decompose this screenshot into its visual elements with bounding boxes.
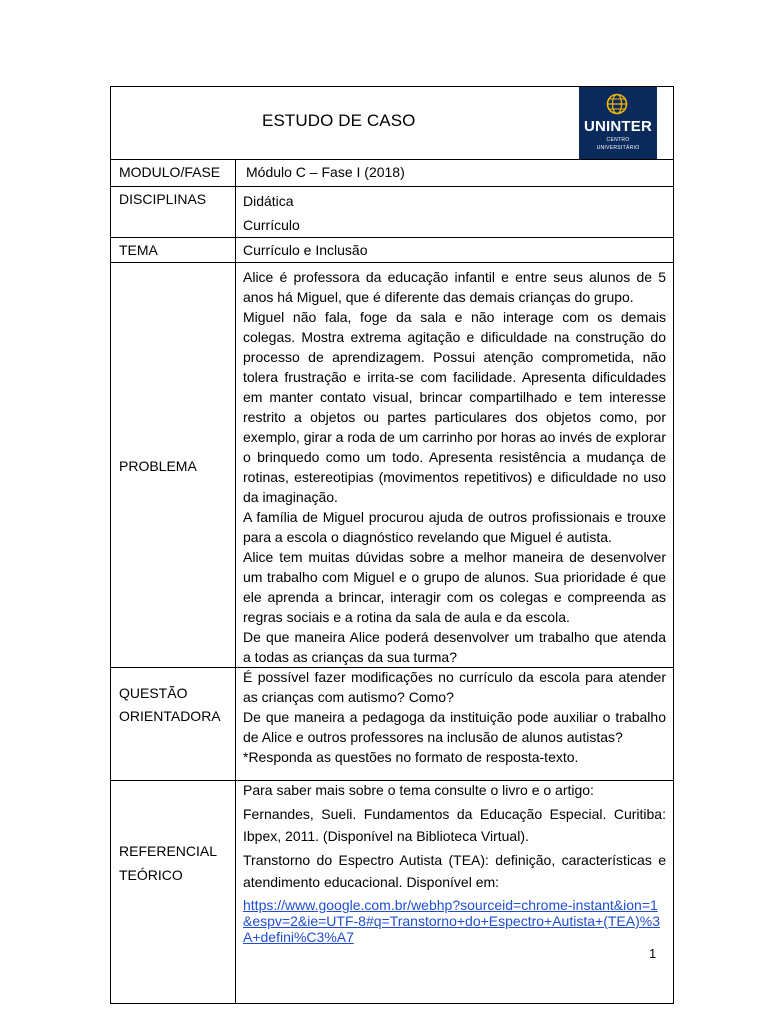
tema-value: Currículo e Inclusão: [236, 238, 674, 263]
referencial-label-line: REFERENCIAL: [119, 843, 218, 859]
referencial-text: [236, 781, 674, 1004]
problema-paragraph: Alice é professora da educação infantil e entre seus alunos de 5 anos há Miguel, que é diferente das demais crianças do grupo.: [243, 269, 666, 305]
disciplina-item: Currículo: [243, 217, 300, 233]
problema-label: PROBLEMA: [111, 263, 236, 668]
modulo-value: Módulo C – Fase I (2018): [236, 160, 674, 187]
referencial-label-line: TEÓRICO: [119, 867, 183, 883]
modulo-label: MODULO/FASE: [111, 160, 236, 187]
globe-icon: [606, 93, 628, 115]
logo-subtitle-1: CENTRO: [606, 137, 630, 143]
questao-paragraph: De que maneira a pedagoga da instituição pode auxiliar o trabalho de Alice e outros professores na inclusão de alunos autistas?: [243, 709, 666, 745]
referencial-paragraph: Transtorno do Espectro Autista (TEA): definição, características e atendimento educacional. Disponível em:: [243, 852, 666, 890]
logo-subtitle-2: UNIVERSITÁRIO: [596, 145, 640, 151]
logo-name: UNINTER: [583, 118, 653, 135]
disciplina-item: Didática: [243, 193, 294, 209]
questao-label-line: QUESTÃO: [119, 685, 188, 701]
referencial-paragraph: Fernandes, Sueli. Fundamentos da Educação Especial. Curitiba: Ibpex, 2011. (Disponível na Biblioteca Virtual).: [243, 806, 666, 844]
referencial-label: [111, 781, 236, 1004]
questao-text: [236, 668, 674, 781]
questao-paragraph: *Responda as questões no formato de resposta-texto.: [243, 749, 579, 765]
case-study-table: [110, 86, 674, 1004]
referencial-link[interactable]: https://www.google.com.br/webhp?sourceid=chrome-instant&ion=1&espv=2&ie=UTF-8#q=Transtorno+do+Espectro+Autista+(TEA)%3A+defini%C3%A7: [243, 897, 660, 945]
problema-paragraph: Miguel não fala, foge da sala e não interage com os demais colegas. Mostra extrema agitação e dificuldade na construção do processo de aprendizagem. Possui atenção comprometida, não tolera frustração e irrita-se com facilidade. Apresenta dificuldades em manter contato visual, brincar compartilhado e tem interesse restrito a objetos ou partes particulares dos objetos como, por exemplo, girar a roda de um carrinho por horas ao invés de explorar o brinquedo como um todo. Apresenta resistência a mudança de rotinas, estereotipias (movimentos repetitivos) e dificuldade no uso da imaginação.: [243, 309, 666, 505]
problema-paragraph: Alice tem muitas dúvidas sobre a melhor maneira de desenvolver um trabalho com Miguel e o grupo de alunos. Sua prioridade é que ele aprenda a brincar, interagir com os colegas e compreenda as regras sociais e a rotina da sala de aula e da escola.: [243, 549, 666, 625]
page-title: ESTUDO DE CASO: [262, 111, 416, 130]
uninter-logo: [579, 87, 657, 159]
problema-paragraph: De que maneira Alice poderá desenvolver um trabalho que atenda a todas as crianças da sua turma?: [243, 629, 666, 665]
disciplinas-label: DISCIPLINAS: [111, 187, 236, 238]
tema-label: TEMA: [111, 238, 236, 263]
questao-label-line: ORIENTADORA: [119, 708, 221, 724]
problema-text: [236, 263, 674, 668]
page-number: 1: [649, 946, 657, 961]
problema-paragraph: A família de Miguel procurou ajuda de outros profissionais e trouxe para a escola o diagnóstico revelando que Miguel é autista.: [243, 509, 666, 545]
disciplinas-values: [236, 187, 674, 238]
referencial-paragraph: Para saber mais sobre o tema consulte o livro e o artigo:: [243, 782, 594, 798]
questao-label: [111, 668, 236, 781]
header-cell: [111, 87, 674, 160]
questao-paragraph: É possível fazer modificações no currículo da escola para atender as crianças com autismo? Como?: [243, 669, 666, 705]
